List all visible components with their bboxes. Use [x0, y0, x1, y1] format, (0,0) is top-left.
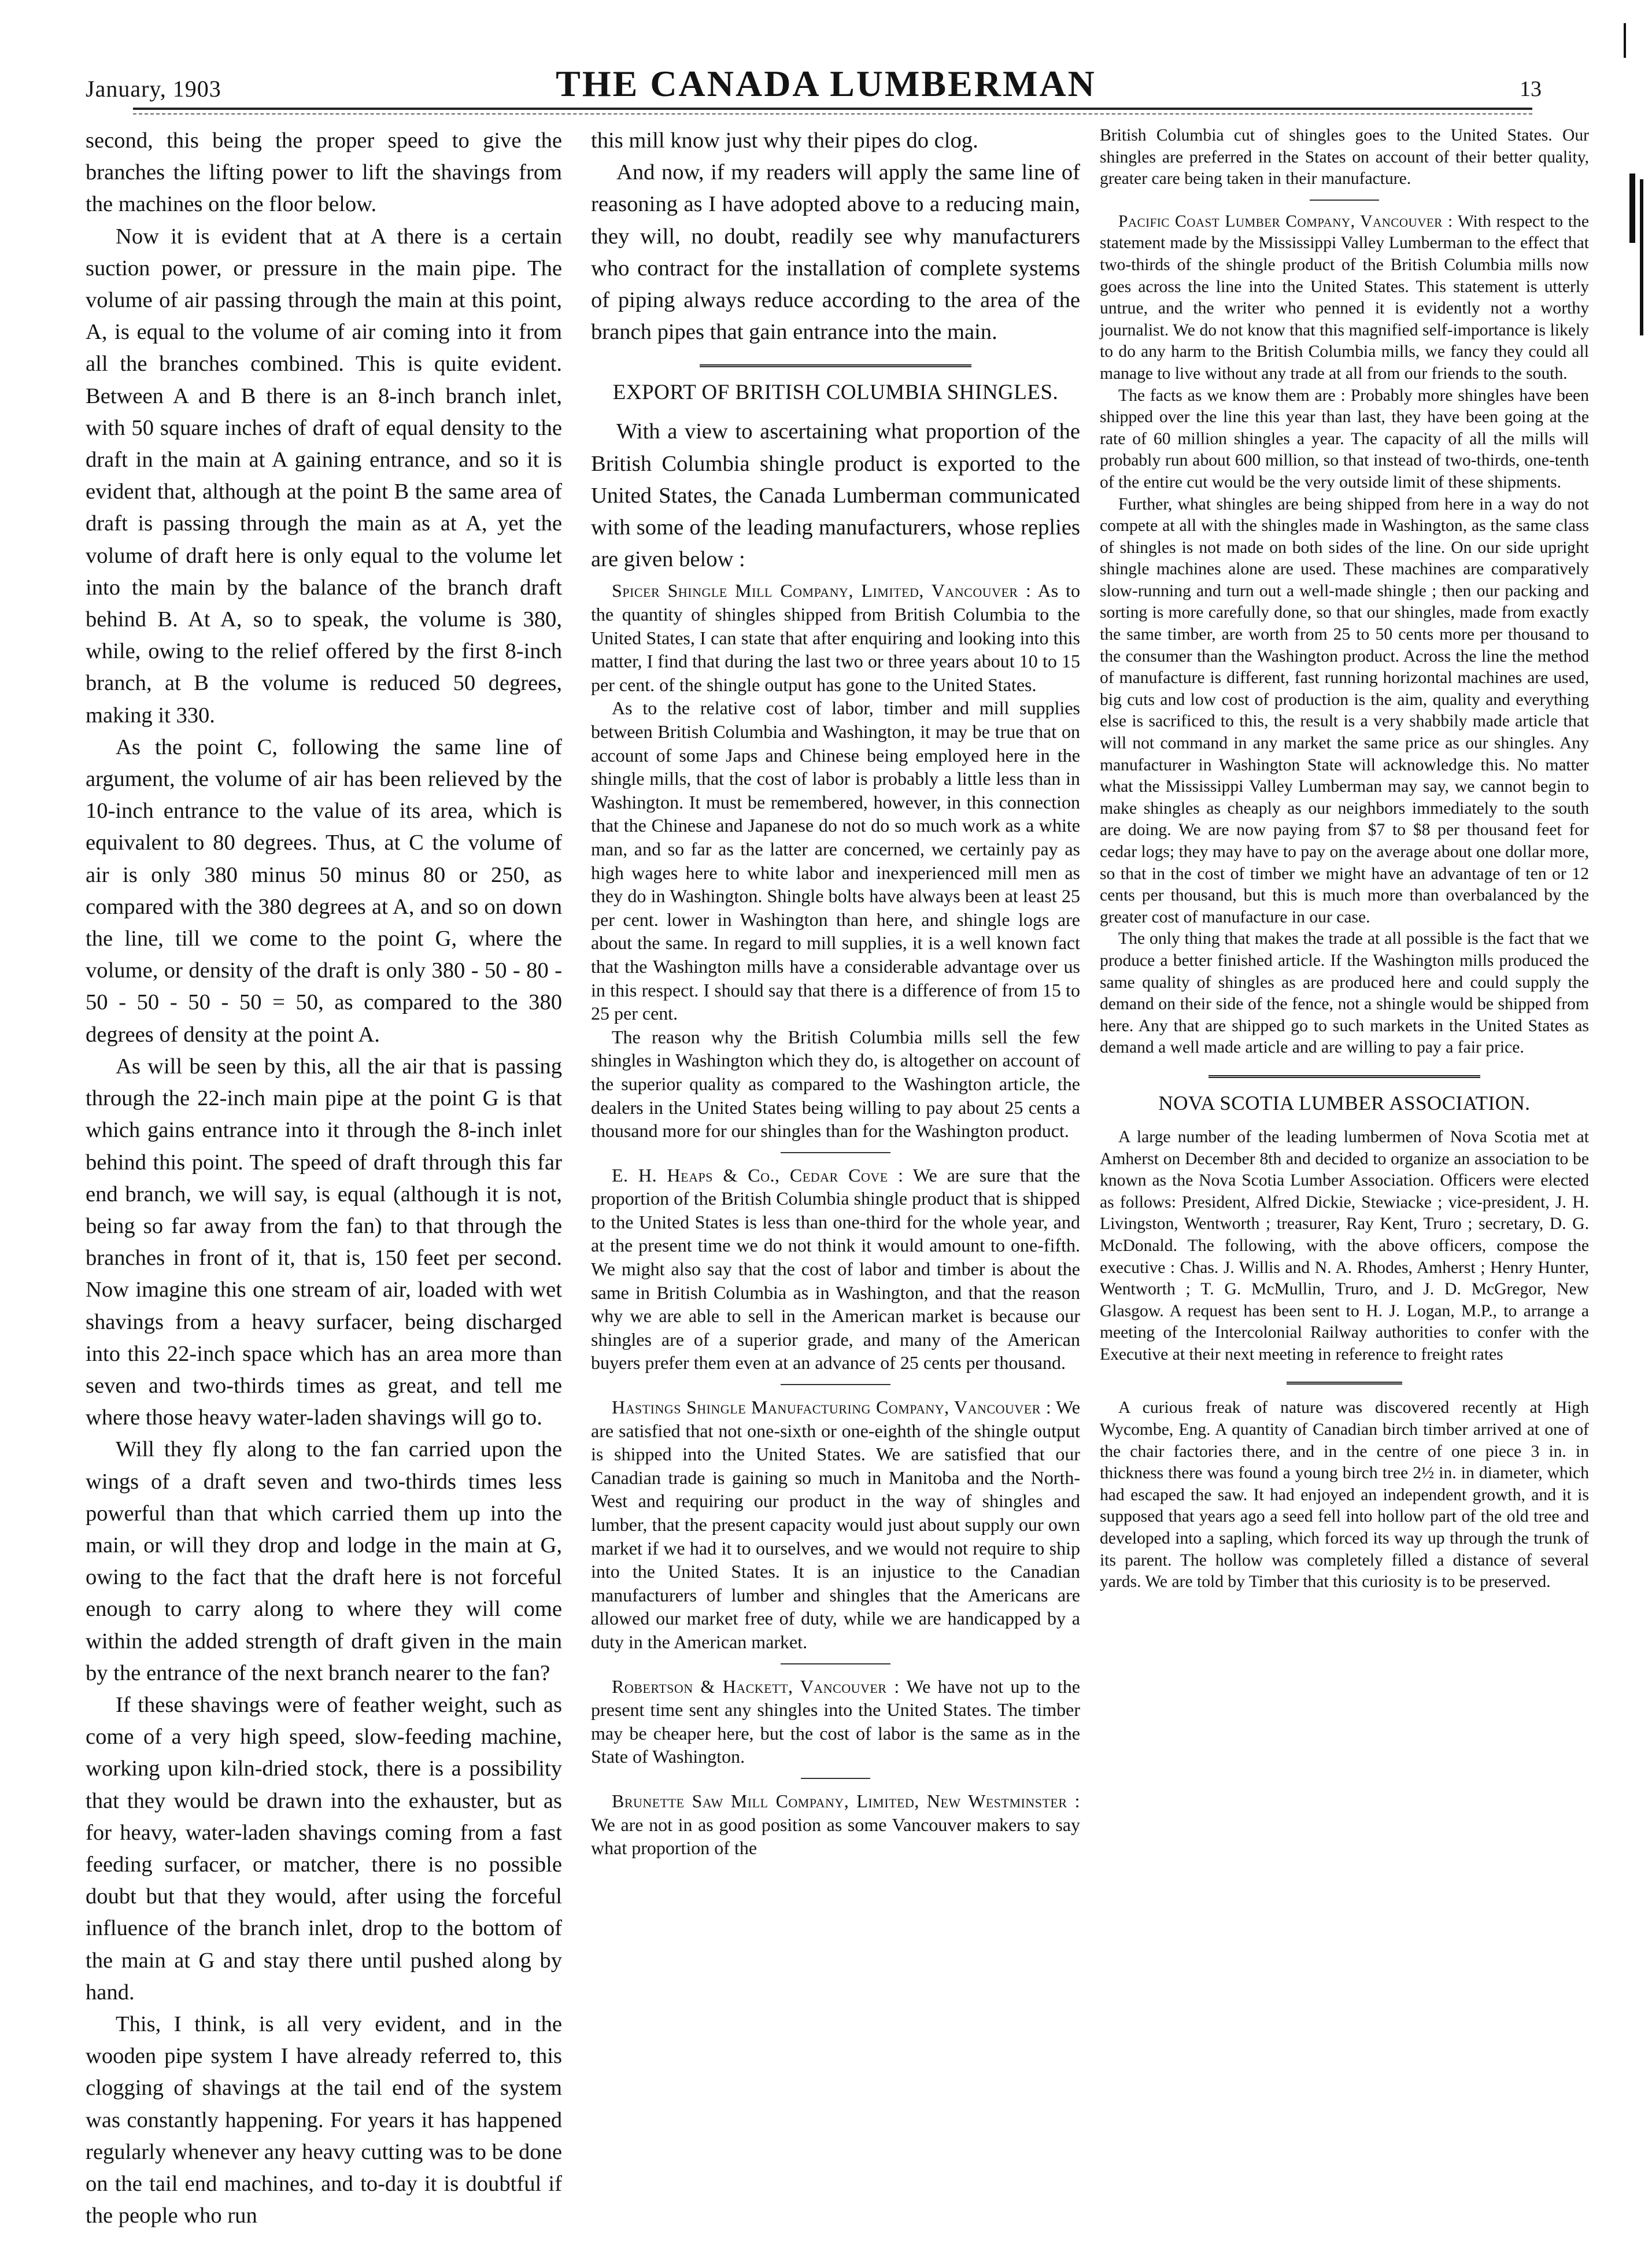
letter-text: We are sure that the proportion of the British Columbia shingle product that is shipped to the United States is less than one-third for the whole year, and at the present time we do not think it would amount to one-fifth. We might also say that the cost of labor and timber is about the same in British Columbia as in Washington, and that the reason why we are able to sell in the American market is because our shingles are of a superior grade, and many of the American buyers prefer them even at an advance of 25 cents per thousand. [591, 1164, 1081, 1374]
column-2 [591, 125, 1080, 2219]
column-1 [86, 125, 562, 2228]
paragraph: The facts as we know them are : Probably more shingles have been shipped over the line this year than last, they have been going at the rate of 60 million shingles a year. The capacity of all the mills will probably run about 600 million, so that instead of two-thirds, one-tenth of the entire cut would be the very outside limit of these shipments. [1100, 386, 1589, 492]
correspondent-name: E. H. Heaps & Co., Cedar Cove : [612, 1164, 904, 1186]
letter-text: We have not up to the present time sent any shingles into the United States. The timber may be cheaper here, but the cost of labor is the same as in the State of Washington. [591, 1675, 1080, 1767]
divider [781, 1663, 890, 1664]
correspondent-name: Robertson & Hackett, Vancouver : [612, 1675, 900, 1697]
divider [801, 1778, 870, 1779]
divider [781, 1152, 890, 1153]
paragraph: And now, if my readers will apply the same line of reasoning as I have adopted above to a reducing main, they will, no doubt, readily see why manufacturers who contract for the installation of complete systems of piping always reduce according to the area of the branch pipes that gain entrance into the main. [591, 160, 1080, 345]
letter-pacific [1100, 211, 1589, 385]
paragraph: Further, what shingles are being shipped from here in a way do not compete at all with the shingles made in Washington, as the same class of shingles is not made on both sides of the line. On our side upright shingle machines alone are used. These machines are comparatively slow-running and turn out a well-made shingle ; then our packing and sorting is more carefully done, so that our shingles, made from exactly the same timber, are worth from 25 to 50 cents more per thousand to the consumer than the Washington product. Across the line the method of manufacture is different, fast running horizontal machines are used, big cuts and low cost of production is the aim, quality and everything else is sacrificed to this, the result is a very shabbily made article that will not command in any market the same price as our shingles. Any manufacturer in Washington State will acknowledge this. No matter what the Mississippi Valley Lumberman may say, we cannot begin to make shingles as cheaply as our neighbors immediately to the south are doing. We are now paying from $7 to $8 per thousand feet for cedar logs; they may have to pay on the average about one dollar more, so that in the cost of timber we might have an advantage of ten or 12 cents per thousand, but this is much more than overbalanced by the greater cost of manufacture in our case. [1100, 494, 1589, 927]
column-3 [1100, 125, 1589, 2207]
paragraph: This, I think, is all very evident, and in the wooden pipe system I have already referred to, this clogging of shavings at the tail end of the system was constantly happening. For years it has happened regularly whenever any heavy cutting was to be done on the tail end machines, and to-day it is doubtful if the people who run [86, 2011, 562, 2228]
paragraph: With a view to ascertaining what proportion of the British Columbia shingle product is exported to the United States, the Canada Lumberman communicated with some of the leading manufacturers, whose replies are given below : [591, 419, 1080, 572]
paragraph: The only thing that makes the trade at all possible is the fact that we produce a better finished article. If the Washington mills produced the same quality of shingles as are produced here and could supply the demand on their side of the fence, not a shingle would be shipped from here. Any that are shipped go to such markets in the United States as demand a well made article and are willing to pay a fair price. [1100, 929, 1589, 1057]
paragraph: A curious freak of nature was discovered recently at High Wycombe, Eng. A quantity of Canadian birch timber arrived at one of the chair factories there, and in the centre of one piece 3 in. in thickness there was found a young birch tree 2½ in. in diameter, which had escaped the saw. It had enjoyed an independent growth, and it is supposed that years ago a seed fell into hollow part of the old tree and developed into a sapling, which forced its way up through the trunk of its parent. The hollow was completely filled a distance of several yards. We are told by Timber that this curiosity is to be preserved. [1100, 1398, 1589, 1592]
paragraph: Will they fly along to the fan carried upon the wings of a draft seven and two-thirds times less powerful than that which carried them up into the main, or will they drop and lodge in the main at G, owing to the fact that the draft here is not forceful enough to carry along to where they will come within the added strength of draft given in the main by the entrance of the next branch nearer to the fan? [86, 1437, 562, 1685]
paragraph: Now it is evident that at A there is a certain suction power, or pressure in the main pipe. The volume of air passing through the main at this point, A, is equal to the volume of air coming into it from all the branches combined. This is quite evident. Between A and B there is an 8-inch branch inlet, with 50 square inches of draft of equal density to the draft in the main at A gaining entrance, and so it is evident that, although at the point B the same area of draft is passing through the main as at A, yet the volume of draft here is only equal to the volume let into the main by the balance of the branch draft behind B. At A, so to speak, the volume is 380, while, owing to the relief offered by the first 8-inch branch, at B the volume is reduced 50 degrees, making it 330. [86, 224, 562, 728]
paragraph: second, this being the proper speed to give the branches the lifting power to lift the shavings from the machines on the floor below. [86, 128, 562, 217]
section-rule [1287, 1382, 1402, 1385]
paragraph: British Columbia cut of shingles goes to the United States. Our shingles are preferred in the States on account of their better quality, greater care being taken in their manufacture. [1100, 126, 1589, 189]
scan-edge-mark [1640, 179, 1643, 335]
letter-robertson [591, 1675, 1080, 1769]
divider [1310, 200, 1379, 201]
section-heading: EXPORT OF BRITISH COLUMBIA SHINGLES. [612, 381, 1059, 405]
masthead-title: THE CANADA LUMBERMAN [556, 63, 1096, 104]
paragraph: As the point C, following the same line of argument, the volume of air has been relieved by the 10-inch entrance to the value of its area, which is equivalent to 80 degrees. Thus, at C the volume of air is only 380 minus 50 minus 80 or 250, as compared with the 380 degrees at A, and so on down the line, till we come to the point G, where the volume, or density of the draft is only 380 - 50 - 80 - 50 - 50 - 50 - 50 = 50, as compared to the 380 degrees of density at the point A. [86, 734, 562, 1047]
paragraph: this mill know just why their pipes do clog. [591, 128, 978, 153]
letter-hastings [591, 1396, 1080, 1654]
letter-brunette [591, 1789, 1080, 1860]
scan-edge-mark [1624, 23, 1626, 58]
section-rule [700, 364, 971, 367]
paragraph: As to the relative cost of labor, timber and mill supplies between British Columbia and Washington, it may be true that on account of some Japs and Chinese being employed here in the shingle mills, that the cost of labor is probably a little less than in Washington. It must be remembered, however, in this connection that the Chinese and Japanese do not do so much work as a white man, and so far as the latter are concerned, we certainly pay as high wages here to white labor and inexperienced mill men as they do in Washington. Shingle bolts have always been at least 25 per cent. lower in Washington than here, and shingle logs are about the same. In regard to mill supplies, it is a well known fact that the Washington mills have a considerable advantage over us in this respect. I should say that there is a difference of from 15 to 25 per cent. [591, 697, 1080, 1024]
letter-text: We are satisfied that not one-sixth or one-eighth of the shingle output is shipped into the United States. We are satisfied that our Canadian trade is gaining so much in Manitoba and the North-West and requiring our product in the way of shingles and lumber, that the present capacity would just about supply our own market if we had it to ourselves, and we would not require to ship into the United States. It is an injustice to the Canadian manufacturers of lumber and shingles that the Americans are allowed our market free of duty, while we are handicapped by a duty in the American market. [591, 1397, 1081, 1652]
correspondent-name: Pacific Coast Lumber Company, Vancouver : [1118, 212, 1453, 231]
paragraph: The reason why the British Columbia mills sell the few shingles in Washington which they do, is altogether on account of the superior quality as compared to the Washington article, the dealers in the United States being willing to pay about 25 cents a thousand more for our shingles than for the Washington product. [591, 1026, 1080, 1142]
divider [781, 1384, 890, 1385]
letter-heaps [591, 1164, 1080, 1375]
letter-spicer [591, 579, 1080, 696]
correspondent-name: Spicer Shingle Mill Company, Limited, Vancouver : [612, 580, 1032, 601]
section-rule [1208, 1075, 1480, 1078]
header-rule [133, 108, 1532, 110]
correspondent-name: Hastings Shingle Manufacturing Company, Vancouver : [612, 1397, 1052, 1418]
letter-text: We are not in as good position as some Vancouver makers to say what proportion of the [591, 1814, 1080, 1859]
paragraph: If these shavings were of feather weight, such as come of a very high speed, slow-feeding machine, working upon kiln-dried stock, there is a possibility that they would be drawn into the exhauster, but as for heavy, water-laden shavings coming from a fast feeding surfacer, or matcher, there is no possible doubt but that they would, after using the forceful influence of the branch inlet, drop to the bottom of the main at G and stay there until pushed along by hand. [86, 1692, 562, 2005]
page-header [0, 0, 1652, 116]
letter-text: As to the quantity of shingles shipped from British Columbia to the United States, I can state that after enquiring and looking into this matter, I find that during the last two or three years about 10 to 15 per cent. of the shingle output has gone to the United States. [591, 580, 1080, 695]
header-rule-dashed [133, 113, 1532, 115]
correspondent-name: Brunette Saw Mill Company, Limited, New Westminster : [612, 1790, 1080, 1811]
issue-date: January, 1903 [86, 76, 221, 102]
scan-edge-mark [1629, 174, 1635, 243]
letter-text: With respect to the statement made by the Mississippi Valley Lumberman to the effect that two-thirds of the shingle product of the British Columbia mills now goes across the line into the United States. This statement is utterly untrue, and the writer who penned it is evidently not a worthy journalist. We do not know that this magnified self-importance is likely to do any harm to the British Columbia mills, we fancy they could all manage to live without any trade at all from our friends to the south. [1100, 212, 1589, 383]
paragraph: A large number of the leading lumbermen of Nova Scotia met at Amherst on December 8th and decided to organize an association to be known as the Nova Scotia Lumber Association. Officers were elected as follows: President, Alfred Dickie, Stewiacke ; vice-president, J. H. Livingston, Wentworth ; treasurer, Ray Kent, Truro ; secretary, D. G. McDonald. The following, with the above officers, compose the executive : Chas. J. Willis and N. A. Rhodes, Amherst ; Henry Hunter, Wentworth ; T. G. McMullin, Truro, and J. D. McGregor, New Glasgow. A request has been sent to H. J. Logan, M.P., to arrange a meeting of the Intercolonial Railway authorities to confer with the Executive at their next meeting in reference to freight rates [1100, 1127, 1589, 1364]
page-number: 13 [1520, 77, 1542, 101]
paragraph: As will be seen by this, all the air that is passing through the 22-inch main pipe at the point G is that which gains entrance into it through the 8-inch inlet behind this point. The speed of draft through this far end branch, we will say, is equal (although it is not, being so far away from the fan) to that through the branches in front of it, that is, 150 feet per second. Now imagine this one stream of air, loaded with wet shavings from a heavy surfacer, being discharged into this 22-inch space which has an area more than seven and two-thirds times as great, and tell me where those heavy water-laden shavings will go to. [86, 1054, 562, 1430]
section-heading: NOVA SCOTIA LUMBER ASSOCIATION. [1158, 1091, 1531, 1114]
